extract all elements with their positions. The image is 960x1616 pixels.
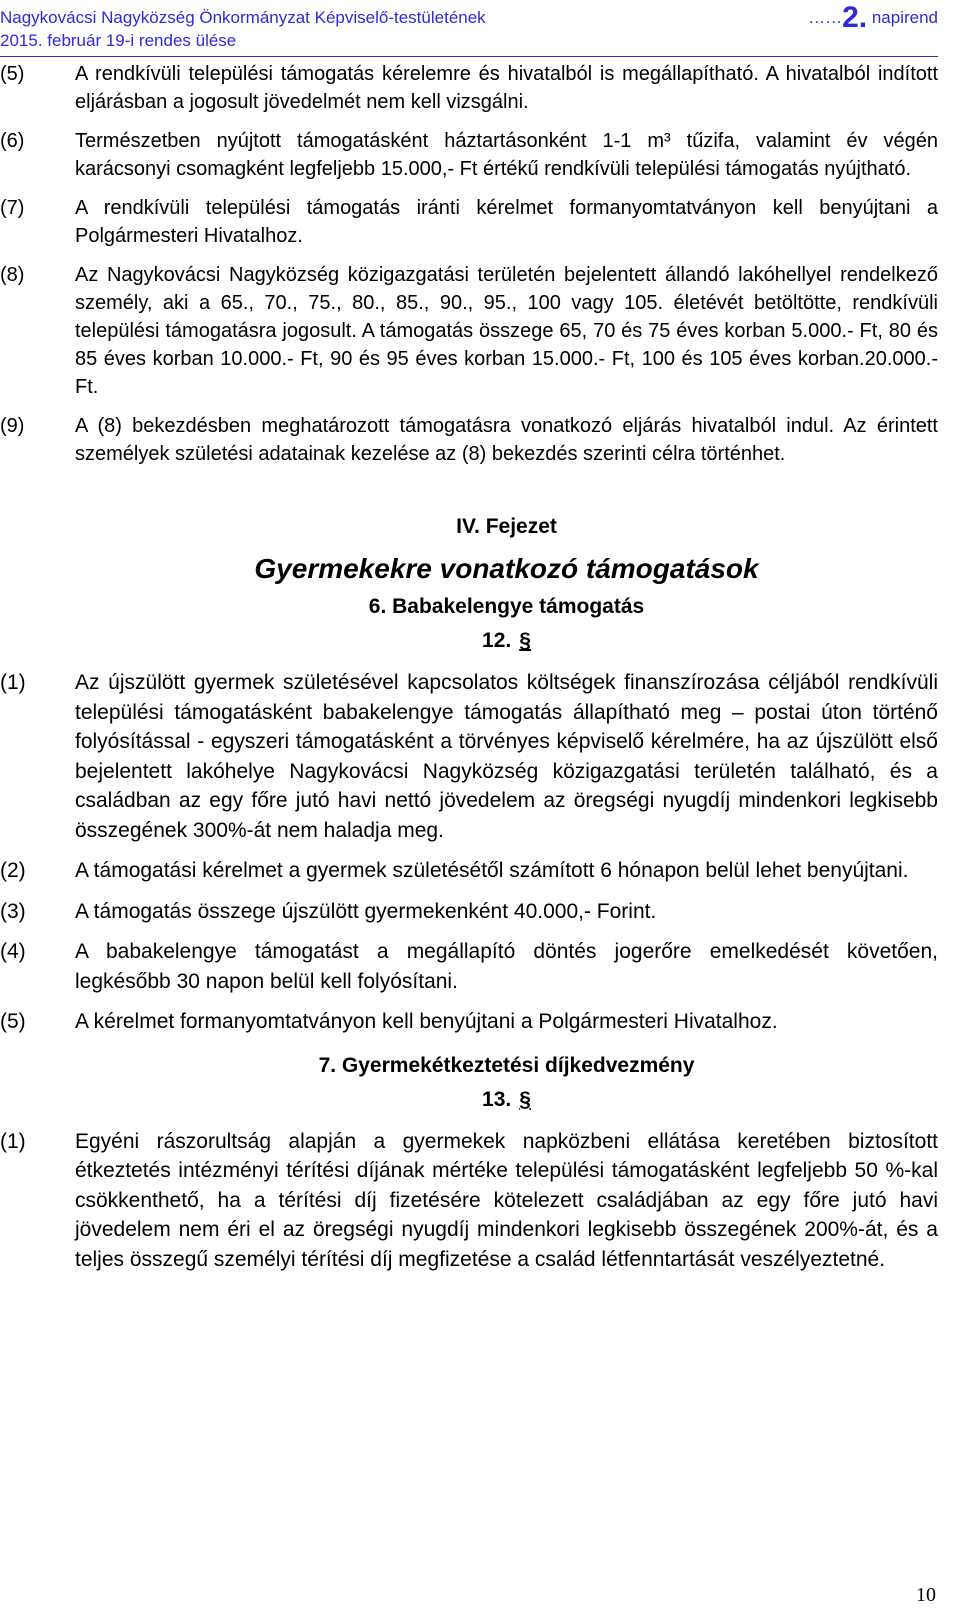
- paragraph-number: (1): [0, 1129, 26, 1153]
- paragraph-text: A (8) bekezdésben meghatározott támogatásra vonatkozó eljárás hivatalból indul. Az érintett személyek születési adatainak kezelése az (8) bekezdés szerinti célra történhet.: [75, 415, 938, 465]
- paragraph-list-section-7: [0, 1127, 938, 1275]
- paragraph: [0, 1127, 938, 1275]
- header-meeting-date: 2015. február 19-i rendes ülése: [0, 31, 237, 50]
- section-title: 6. Babakelengye támogatás: [368, 595, 645, 618]
- paragraph-text: A rendkívüli települési támogatás kérelemre és hivatalból is megállapítható. A hivatalból indított eljárásban a jogosult jövedelmét nem kell vizsgálni.: [75, 63, 938, 113]
- paragraph-number: (5): [0, 1010, 26, 1033]
- header-divider: [0, 56, 938, 57]
- paragraph: [0, 856, 938, 886]
- paragraph: [0, 261, 938, 401]
- document-header: [0, 1, 938, 52]
- paragraph: [0, 194, 938, 250]
- paragraph: [0, 412, 938, 468]
- chapter-title: Gyermekekre vonatkozó támogatások: [254, 553, 759, 584]
- paragraph-text: Az újszülött gyermek születésével kapcsolatos költségek finanszírozása céljából rendkívüli települési támogatásként babakelengye támogatás állapítható meg – postai úton történő folyósítással - egyszeri támogatásként a törvényes képviselő kérelmére, ha az újszülött első bejelentett lakóhelye Nagykovácsi Nagyközség közigazgatási területén található, és a családban az egy főre jutó havi nettó jövedelem az öregségi nyugdíj mindenkori legkisebb összegének 300%-át nem haladja meg.: [75, 671, 938, 842]
- paragraph-number: (8): [0, 264, 25, 286]
- paragraph: [0, 127, 938, 183]
- paragraph-number: (3): [0, 899, 26, 923]
- section-symbol: §: [519, 629, 531, 652]
- paragraph-text: Természetben nyújtott támogatásként háztartásonként 1-1 m³ tűzifa, valamint év végén karácsonyi csomagként legfeljebb 15.000,- Ft értékű rendkívüli települési támogatás nyújtható.: [75, 130, 938, 180]
- paragraph-list-section-6: [0, 668, 938, 1037]
- paragraph-number: (6): [0, 130, 25, 152]
- section-symbol: §: [519, 1087, 531, 1111]
- paragraph-number: (4): [0, 940, 26, 963]
- document-body: [0, 60, 938, 1285]
- paragraph-sign-number: 13.: [482, 1087, 512, 1111]
- header-agenda: [808, 1, 938, 34]
- paragraph-text: A babakelengye támogatást a megállapító döntés jogerőre emelkedését követően, legkésőbb 30 napon belül kell folyósítani.: [75, 940, 938, 993]
- paragraph-list-top: [0, 60, 938, 468]
- header-agenda-dots: ……: [808, 8, 843, 27]
- paragraph-text: A rendkívüli települési támogatás iránti kérelmet formanyomtatványon kell benyújtani a Polgármesteri Hivatalhoz.: [75, 197, 938, 247]
- header-agenda-number: 2.: [842, 1, 868, 34]
- paragraph-number: (5): [0, 63, 25, 85]
- paragraph: [0, 60, 938, 116]
- page-number: 10: [916, 1584, 936, 1606]
- paragraph: [0, 897, 938, 927]
- paragraph-number: (1): [0, 671, 26, 694]
- section-title: 7. Gyermekétkeztetési díjkedvezmény: [318, 1053, 695, 1077]
- paragraph: [0, 1007, 938, 1037]
- paragraph-sign: [75, 626, 938, 656]
- paragraph-text: A kérelmet formanyomtatványon kell benyújtani a Polgármesteri Hivatalhoz.: [75, 1010, 778, 1033]
- paragraph: [0, 937, 938, 996]
- chapter-label: IV. Fejezet: [456, 515, 557, 538]
- header-agenda-label: napirend: [867, 8, 938, 27]
- paragraph-text: Egyéni rászorultság alapján a gyermekek napközbeni ellátása keretében biztosított étkeztetés intézményi térítési díjának mértéke települési támogatásként legfeljebb 50 %-kal csökkenthető, ha a térítési díj fizetésére kötelezett családjában az egy főre jutó havi jövedelem nem éri el az öregségi nyugdíj mindenkori legkisebb összegének 200%-át, és a teljes összegű személyi térítési díj megfizetése a család létfenntartását veszélyeztetné.: [75, 1129, 938, 1271]
- header-council-name: Nagykovácsi Nagyközség Önkormányzat Képviselő-testületének: [0, 8, 486, 27]
- paragraph-sign-number: 12.: [482, 629, 512, 652]
- paragraph-text: A támogatási kérelmet a gyermek születésétől számított 6 hónapon belül lehet benyújtani.: [75, 859, 909, 882]
- paragraph-number: (2): [0, 859, 26, 882]
- paragraph-number: (9): [0, 415, 25, 437]
- header-row-1: [0, 1, 938, 34]
- paragraph-number: (7): [0, 197, 25, 219]
- paragraph: [0, 668, 938, 845]
- paragraph-text: Az Nagykovácsi Nagyközség közigazgatási területén bejelentett állandó lakóhellyel rendelkező személy, aki a 65., 70., 75., 80., 85., 90., 95., 100 vagy 105. életévét betöltötte, rendkívüli települési támogatásra jogosult. A támogatás összege 65, 70 és 75 éves korban 5.000.- Ft, 80 és 85 éves korban 10.000.- Ft, 90 és 95 éves korban 15.000.- Ft, 100 és 105 éves korban.20.000.- Ft.: [75, 264, 938, 398]
- paragraph-text: A támogatás összege újszülött gyermekenként 40.000,- Forint.: [75, 899, 657, 923]
- paragraph-sign: [75, 1085, 938, 1115]
